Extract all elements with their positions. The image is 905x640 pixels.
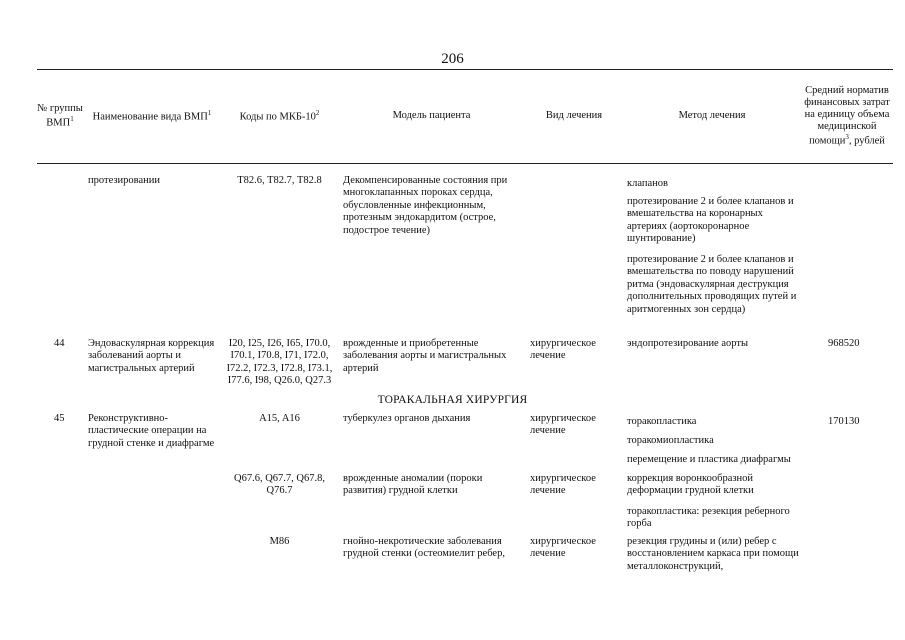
- footnote-mark: 1: [207, 108, 212, 117]
- row44-vmp-name: Эндоваскулярная коррекция заболеваний аорты и магистральных артерий: [88, 338, 215, 374]
- row44-patient-model: врожденные и приобретенные заболевания аорты и магистральных артерий: [343, 338, 507, 374]
- row45-num: 45: [54, 413, 65, 424]
- row45-g2-codes: Q67.6, Q67.7, Q67.8, Q76.7: [234, 473, 325, 497]
- cont-patient-model: Декомпенсированные состояния при многоклапанных пороках сердца, обусловленные инфекционным, протезным эндокардитом (острое, подострое течение): [343, 175, 508, 236]
- row45-g1-method-2: торакомиопластика: [627, 435, 714, 446]
- row44-num: 44: [54, 338, 65, 349]
- cont-vmp-name: протезировании: [88, 175, 160, 186]
- header-group-no-text: № группы ВМП: [37, 102, 83, 129]
- row45-cost: 170130: [828, 416, 860, 427]
- cont-method-3: протезирование 2 и более клапанов и вмешательства по поводу нарушений ритма (эндоваскулярная деструкция дополнительных проводящих путей и аритмогенных зон сердца): [627, 254, 797, 315]
- row45-g2-method-2: торакопластика: резекция реберного горба: [627, 506, 790, 530]
- row44-cost: 968520: [828, 338, 860, 349]
- row45-g2-method-1: коррекция воронкообразной деформации грудной клетки: [627, 473, 754, 497]
- header-vmp-name: [84, 70, 220, 162]
- row45-g3-patient-model: гнойно-некротические заболевания грудной стенки (остеомиелит ребер,: [343, 536, 505, 560]
- header-bottom-rule: [37, 163, 893, 164]
- header-vmp-name-text: Наименование вида ВМП: [92, 111, 208, 123]
- row45-g3-treatment-type: хирургическое лечение: [530, 536, 596, 560]
- cont-codes: T82.6, T82.7, T82.8: [237, 175, 322, 186]
- row45-g2-patient-model: врожденные аномалии (пороки развития) грудной клетки: [343, 473, 483, 497]
- header-cost-text: Средний норматив финансовых затрат на единицу объема медицинской помощи: [804, 84, 890, 147]
- row45-g3-method-1: резекция грудины и (или) ребер с восстановлением каркаса при помощи металлоконструкций,: [627, 536, 799, 572]
- row45-g2-treatment-type: хирургическое лечение: [530, 473, 596, 497]
- section-title: ТОРАКАЛЬНАЯ ХИРУРГИЯ: [377, 394, 528, 406]
- header-group-no: [37, 70, 83, 162]
- footnote-mark: 3: [845, 132, 849, 141]
- header-cost-tail: , рублей: [848, 135, 885, 147]
- row45-g1-method-3: перемещение и пластика диафрагмы: [627, 454, 791, 465]
- page-number: 206: [441, 51, 464, 67]
- row45-g3-codes: M86: [269, 536, 290, 547]
- row45-g1-method-1: торакопластика: [627, 416, 697, 427]
- header-method: Метод лечения: [678, 109, 746, 121]
- cont-method-1: клапанов: [627, 178, 668, 189]
- footnote-mark: 2: [315, 108, 320, 117]
- footnote-mark: 1: [70, 114, 74, 123]
- header-cost: [802, 70, 892, 162]
- header-codes: [222, 70, 337, 162]
- row44-treatment-type: хирургическое лечение: [530, 338, 596, 362]
- row45-g1-patient-model: туберкулез органов дыхания: [343, 413, 471, 424]
- cont-method-2: протезирование 2 и более клапанов и вмешательства на коронарных артериях (аортокоронарное шунтирование): [627, 196, 794, 245]
- row44-codes: I20, I25, I26, I65, I70.0, I70.1, I70.8, I71, I72.0, I72.2, I72.3, I72.8, I73.1, I77.6, I98, Q26.0, Q27.3: [226, 338, 333, 387]
- header-treatment-type: Вид лечения: [545, 109, 603, 121]
- header-patient-model: Модель пациента: [392, 109, 471, 121]
- row45-g1-codes: A15, A16: [259, 413, 300, 424]
- header-codes-text: Коды по МКБ-10: [239, 111, 316, 123]
- row44-method: эндопротезирование аорты: [627, 338, 749, 349]
- row45-vmp-name: Реконструктивно-пластические операции на грудной стенке и диафрагме: [88, 413, 215, 449]
- row45-g1-treatment-type: хирургическое лечение: [530, 413, 596, 437]
